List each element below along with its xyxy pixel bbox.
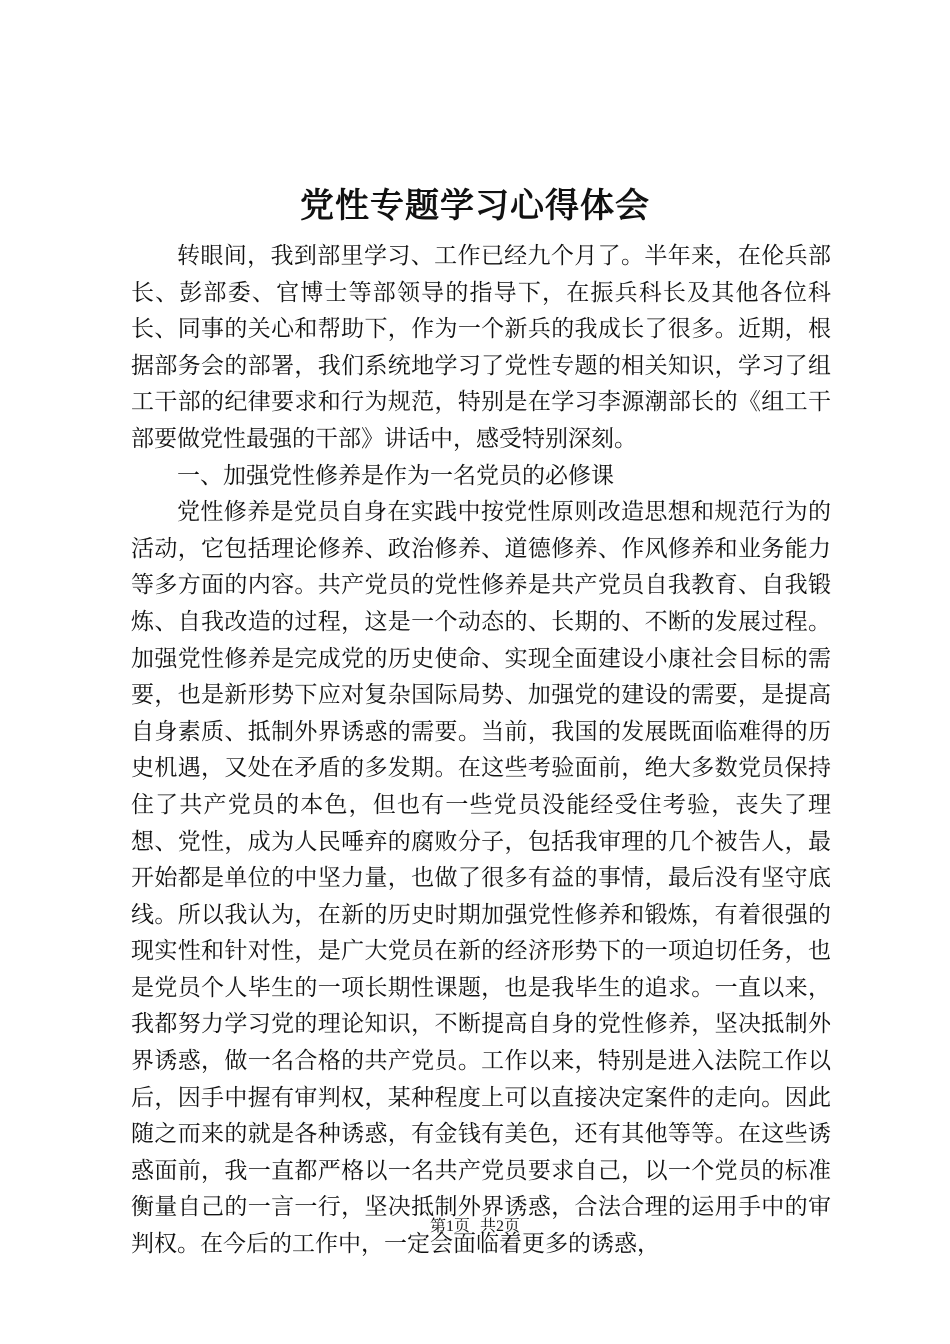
page-total: 共2页 xyxy=(480,1218,521,1235)
document-title: 党性专题学习心得体会 xyxy=(300,186,650,226)
document-body xyxy=(131,238,831,1263)
page-footer xyxy=(0,1216,950,1238)
page-number: 第1页 xyxy=(429,1218,470,1235)
paragraph-section-1: 党性修养是党员自身在实践中按党性原则改造思想和规范行为的活动，它包括理论修养、政治修养、道德修养、作风修养和业务能力等多方面的内容。共产党员的党性修养是共产党员自我教育、自我锻炼、自我改造的过程，这是一个动态的、长期的、不断的发展过程。加强党性修养是完成党的历史使命、实现全面建设小康社会目标的需要，也是新形势下应对复杂国际局势、加强党的建设的需要，是提高自身素质、抵制外界诱惑的需要。当前，我国的发展既面临难得的历史机遇，又处在矛盾的多发期。在这些考验面前，绝大多数党员保持住了共产党员的本色，但也有一些党员没能经受住考验，丧失了理想、党性，成为人民唾弃的腐败分子，包括我审理的几个被告人，最开始都是单位的中坚力量，也做了很多有益的事情，最后没有坚守底线。所以我认为，在新的历史时期加强党性修养和锻炼，有着很强的现实性和针对性，是广大党员在新的经济形势下的一项迫切任务，也是党员个人毕生的一项长期性课题，也是我毕生的追求。一直以来，我都努力学习党的理论知识，不断提高自身的党性修养，坚决抵制外界诱惑，做一名合格的共产党员。工作以来，特别是进入法院工作以后，因手中握有审判权，某种程度上可以直接决定案件的走向。因此随之而来的就是各种诱惑，有金钱有美色，还有其他等等。在这些诱惑面前，我一直都严格以一名共产党员要求自己，以一个党员的标准衡量自己的一言一行，坚决抵制外界诱惑，合法合理的运用手中的审判权。在今后的工作中，一定会面临着更多的诱惑， xyxy=(131,499,831,1258)
section-heading-1: 一、加强党性修养是作为一名党员的必修课 xyxy=(177,462,614,489)
paragraph-intro: 转眼间，我到部里学习、工作已经九个月了。半年来，在伦兵部长、彭部委、官博士等部领导的指导下，在振兵科长及其他各位科长、同事的关心和帮助下，作为一个新兵的我成长了很多。近期，根据部务会的部署，我们系统地学习了党性专题的相关知识，学习了组工干部的纪律要求和行为规范，特别是在学习李源潮部长的《组工干部要做党性最强的干部》讲话中，感受特别深刻。 xyxy=(131,243,831,452)
